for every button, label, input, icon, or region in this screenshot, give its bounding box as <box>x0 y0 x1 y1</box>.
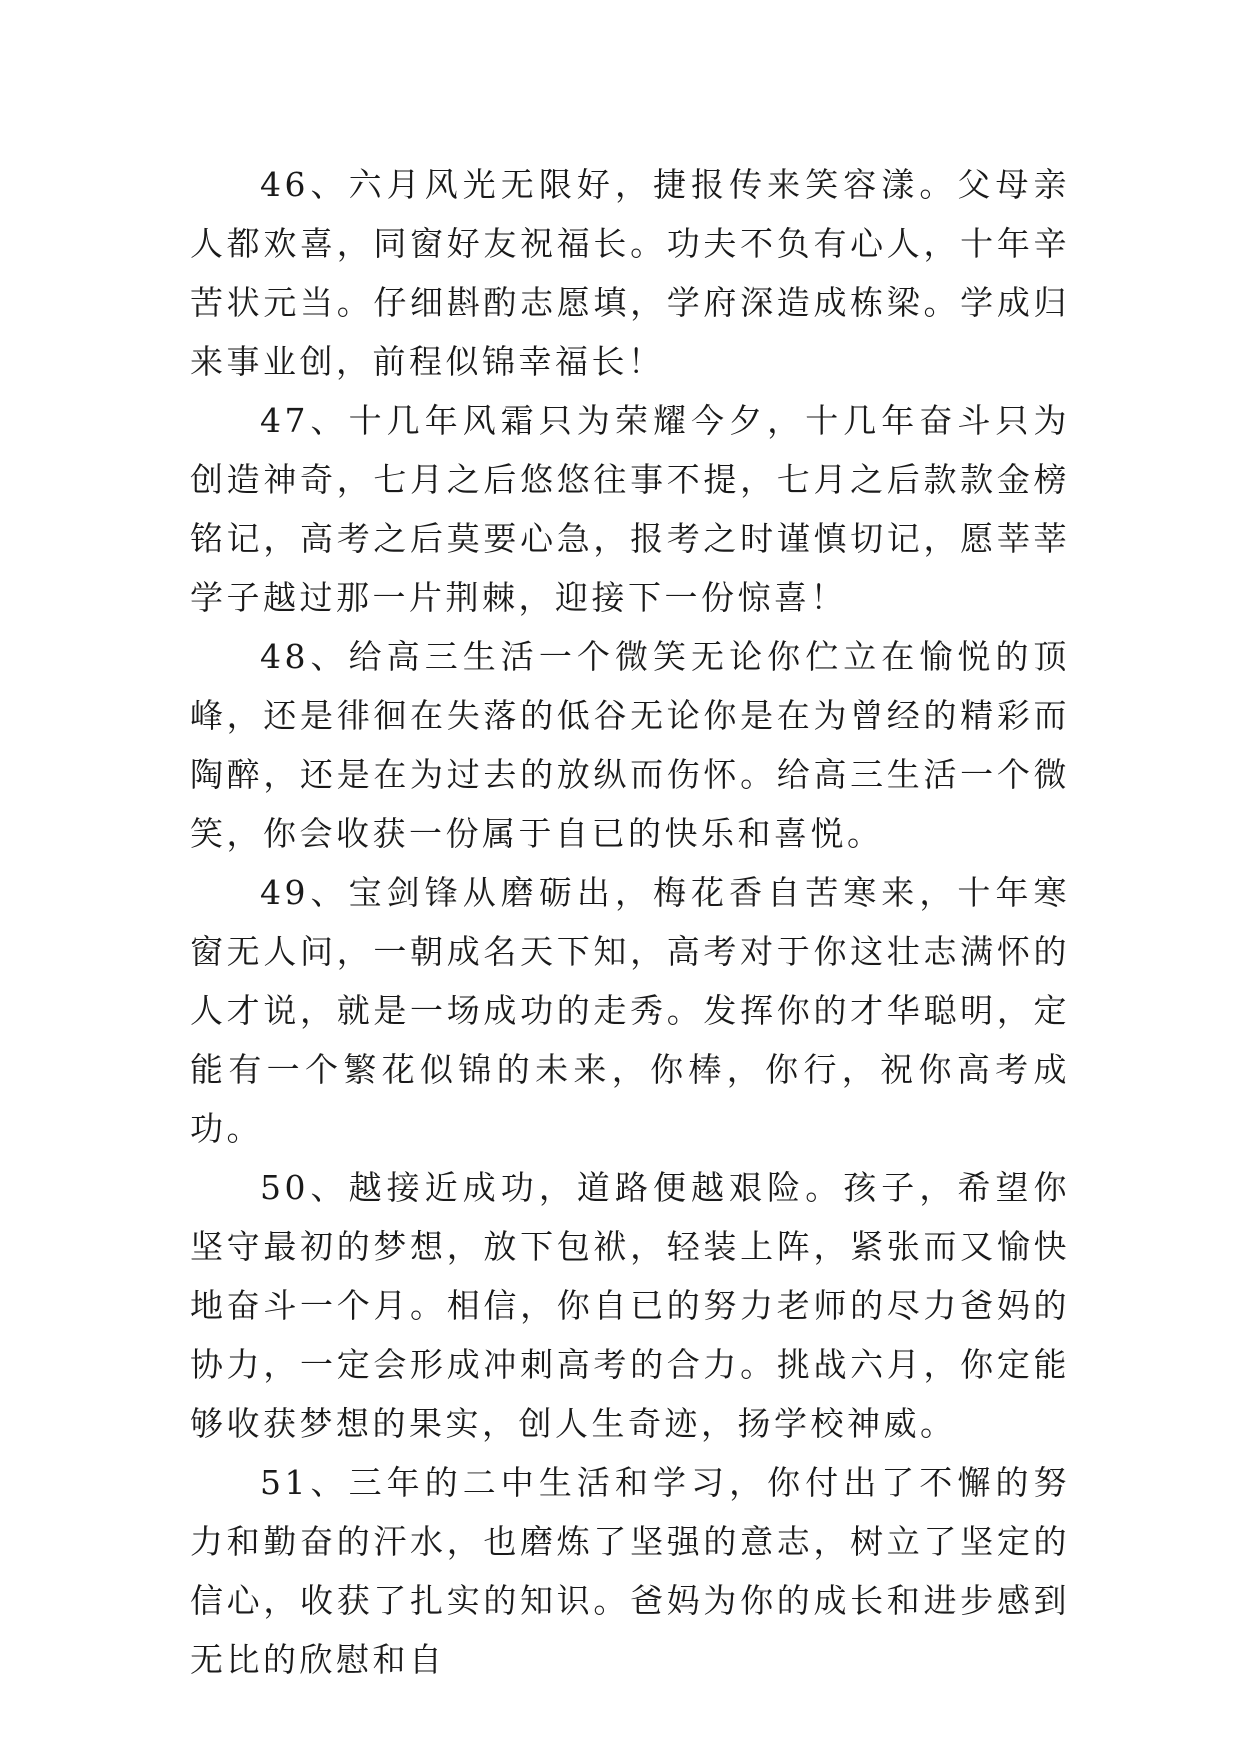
paragraph-51: 51、三年的二中生活和学习，你付出了不懈的努力和勤奋的汗水，也磨炼了坚强的意志，树立了坚定的信心，收获了扎实的知识。爸妈为你的成长和进步感到无比的欣慰和自 <box>190 1463 1070 1679</box>
paragraph-50: 50、越接近成功，道路便越艰险。孩子，希望你坚守最初的梦想，放下包袱，轻装上阵，紧张而又愉快地奋斗一个月。相信，你自已的努力老师的尽力爸妈的协力，一定会形成冲刺高考的合力。挑战六月，你定能够收获梦想的果实，创人生奇迹，扬学校神威。 <box>190 1168 1070 1443</box>
paragraph-46: 46、六月风光无限好，捷报传来笑容漾。父母亲人都欢喜，同窗好友祝福长。功夫不负有心人，十年辛苦状元当。仔细斟酌志愿填，学府深造成栋梁。学成归来事业创，前程似锦幸福长！ <box>190 165 1070 381</box>
document-body <box>190 155 1070 1689</box>
paragraph-47: 47、十几年风霜只为荣耀今夕，十几年奋斗只为创造神奇，七月之后悠悠往事不提，七月之后款款金榜铭记，高考之后莫要心急，报考之时谨慎切记，愿莘莘学子越过那一片荆棘，迎接下一份惊喜！ <box>190 401 1070 617</box>
paragraph-49: 49、宝剑锋从磨砺出，梅花香自苦寒来，十年寒窗无人问，一朝成名天下知，高考对于你这壮志满怀的人才说，就是一场成功的走秀。发挥你的才华聪明，定能有一个繁花似锦的未来，你棒，你行，祝你高考成功。 <box>190 873 1070 1148</box>
paragraph-48: 48、给高三生活一个微笑无论你伫立在愉悦的顶峰，还是徘徊在失落的低谷无论你是在为曾经的精彩而陶醉，还是在为过去的放纵而伤怀。给高三生活一个微笑，你会收获一份属于自已的快乐和喜悦。 <box>190 637 1070 853</box>
